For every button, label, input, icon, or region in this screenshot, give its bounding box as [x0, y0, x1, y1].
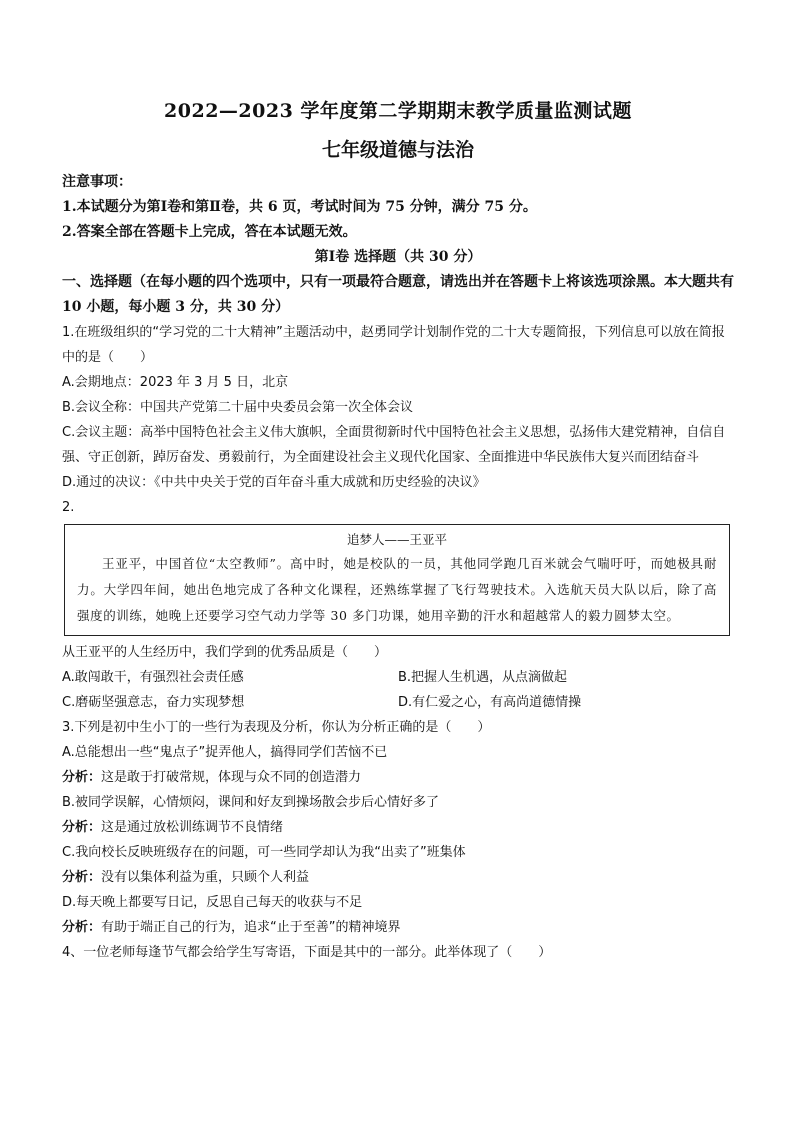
section-instructions: 一、选择题（在每小题的四个选项中，只有一项最符合题意，请选出并在答题卡上将该选项涂黑。本大题共有 10 小题，每小题 3 分，共 30 分） — [62, 274, 734, 315]
option-row — [62, 690, 734, 715]
analysis-line — [62, 865, 734, 890]
question-3 — [62, 715, 734, 940]
exam-subtitle: 七年级道德与法治 — [321, 139, 474, 161]
option-b: B.会议全称：中国共产党第二十届中央委员会第一次全体会议 — [62, 400, 414, 415]
option-c: C.我向校长反映班级存在的问题，可一些同学却认为我“出卖了”班集体 — [62, 845, 466, 860]
question-stem: 4、一位老师每逢节气都会给学生写寄语，下面是其中的一部分。此举体现了（ ） — [62, 945, 552, 960]
exam-title: 2022—2023 学年度第二学期期末教学质量监测试题 — [164, 100, 632, 122]
analysis-line — [62, 815, 734, 840]
analysis-line — [62, 915, 734, 940]
option-d: D.每天晚上都要写日记，反思自己每天的收获与不足 — [62, 895, 363, 910]
analysis-text: 有助于端正自己的行为，追求“止于至善”的精神境界 — [101, 920, 401, 935]
question-stem: 3.下列是初中生小丁的一些行为表现及分析，你认为分析正确的是（ ） — [62, 720, 491, 735]
notice-block — [62, 170, 734, 245]
analysis-text: 这是敢于打破常规，体现与众不同的创造潜力 — [101, 770, 362, 785]
analysis-text: 没有以集体利益为重，只顾个人利益 — [101, 870, 310, 885]
option-a: A.会期地点：2023 年 3 月 5 日，北京 — [62, 375, 289, 390]
option-b: B.被同学误解，心情烦闷，课间和好友到操场散会步后心情好多了 — [62, 795, 440, 810]
option-c: C.会议主题：高举中国特色社会主义伟大旗帜，全面贯彻新时代中国特色社会主义思想，弘扬伟大建党精神，自信自强、守正创新，踔厉奋发、勇毅前行，为全面建设社会主义现代化国家、全面推进中华民族伟大复兴而团结奋斗 — [62, 425, 726, 465]
question-stem: 1.在班级组织的“学习党的二十大精神”主题活动中，赵勇同学计划制作党的二十大专题简报，下列信息可以放在简报中的是（ ） — [62, 325, 725, 365]
question-number: 2. — [62, 500, 75, 515]
question-2 — [62, 495, 734, 715]
option-b: B.把握人生机遇，从点滴做起 — [398, 670, 568, 685]
option-a: A.总能想出一些“鬼点子”捉弄他人，搞得同学们苦恼不已 — [62, 745, 388, 760]
question-4 — [62, 940, 734, 965]
option-row — [62, 665, 734, 690]
analysis-label: 分析： — [62, 770, 102, 785]
option-d: D.有仁爱之心，有高尚道德情操 — [398, 695, 582, 710]
option-d: D.通过的决议：《中共中央关于党的百年奋斗重大成就和历史经验的决议》 — [62, 475, 486, 490]
analysis-text: 这是通过放松训练调节不良情绪 — [101, 820, 284, 835]
analysis-label: 分析： — [62, 870, 102, 885]
material-title: 追梦人——王亚平 — [346, 532, 447, 547]
option-c: C.磨砺坚强意志，奋力实现梦想 — [62, 695, 245, 710]
material-text: 王亚平，中国首位“太空教师”。高中时，她是校队的一员，其他同学跑几百米就会气喘吁吁，而她极具耐力。大学四年间，她出色地完成了各种文化课程，还熟练掌握了飞行驾驶技术。入选航天员大队以后，除了高强度的训练，她晚上还要学习空气动力学等 30 多门功课，她用辛勤的汗水和超越常人的毅力圆梦太空。 — [77, 556, 717, 623]
analysis-label: 分析： — [62, 920, 102, 935]
question-stem: 从王亚平的人生经历中，我们学到的优秀品质是（ ） — [62, 645, 388, 660]
notice-item-2: 2.答案全部在答题卡上完成，答在本试题无效。 — [62, 224, 357, 240]
section-heading: 第Ⅰ卷 选择题（共 30 分） — [314, 249, 482, 265]
notice-heading: 注意事项： — [62, 174, 132, 190]
analysis-line — [62, 765, 734, 790]
question-1 — [62, 320, 734, 495]
analysis-label: 分析： — [62, 820, 102, 835]
option-a: A.敢闯敢干，有强烈社会责任感 — [62, 670, 244, 685]
material-box — [64, 524, 730, 636]
notice-item-1: 1.本试题分为第Ⅰ卷和第Ⅱ卷，共 6 页，考试时间为 75 分钟，满分 75 分。 — [62, 199, 537, 215]
